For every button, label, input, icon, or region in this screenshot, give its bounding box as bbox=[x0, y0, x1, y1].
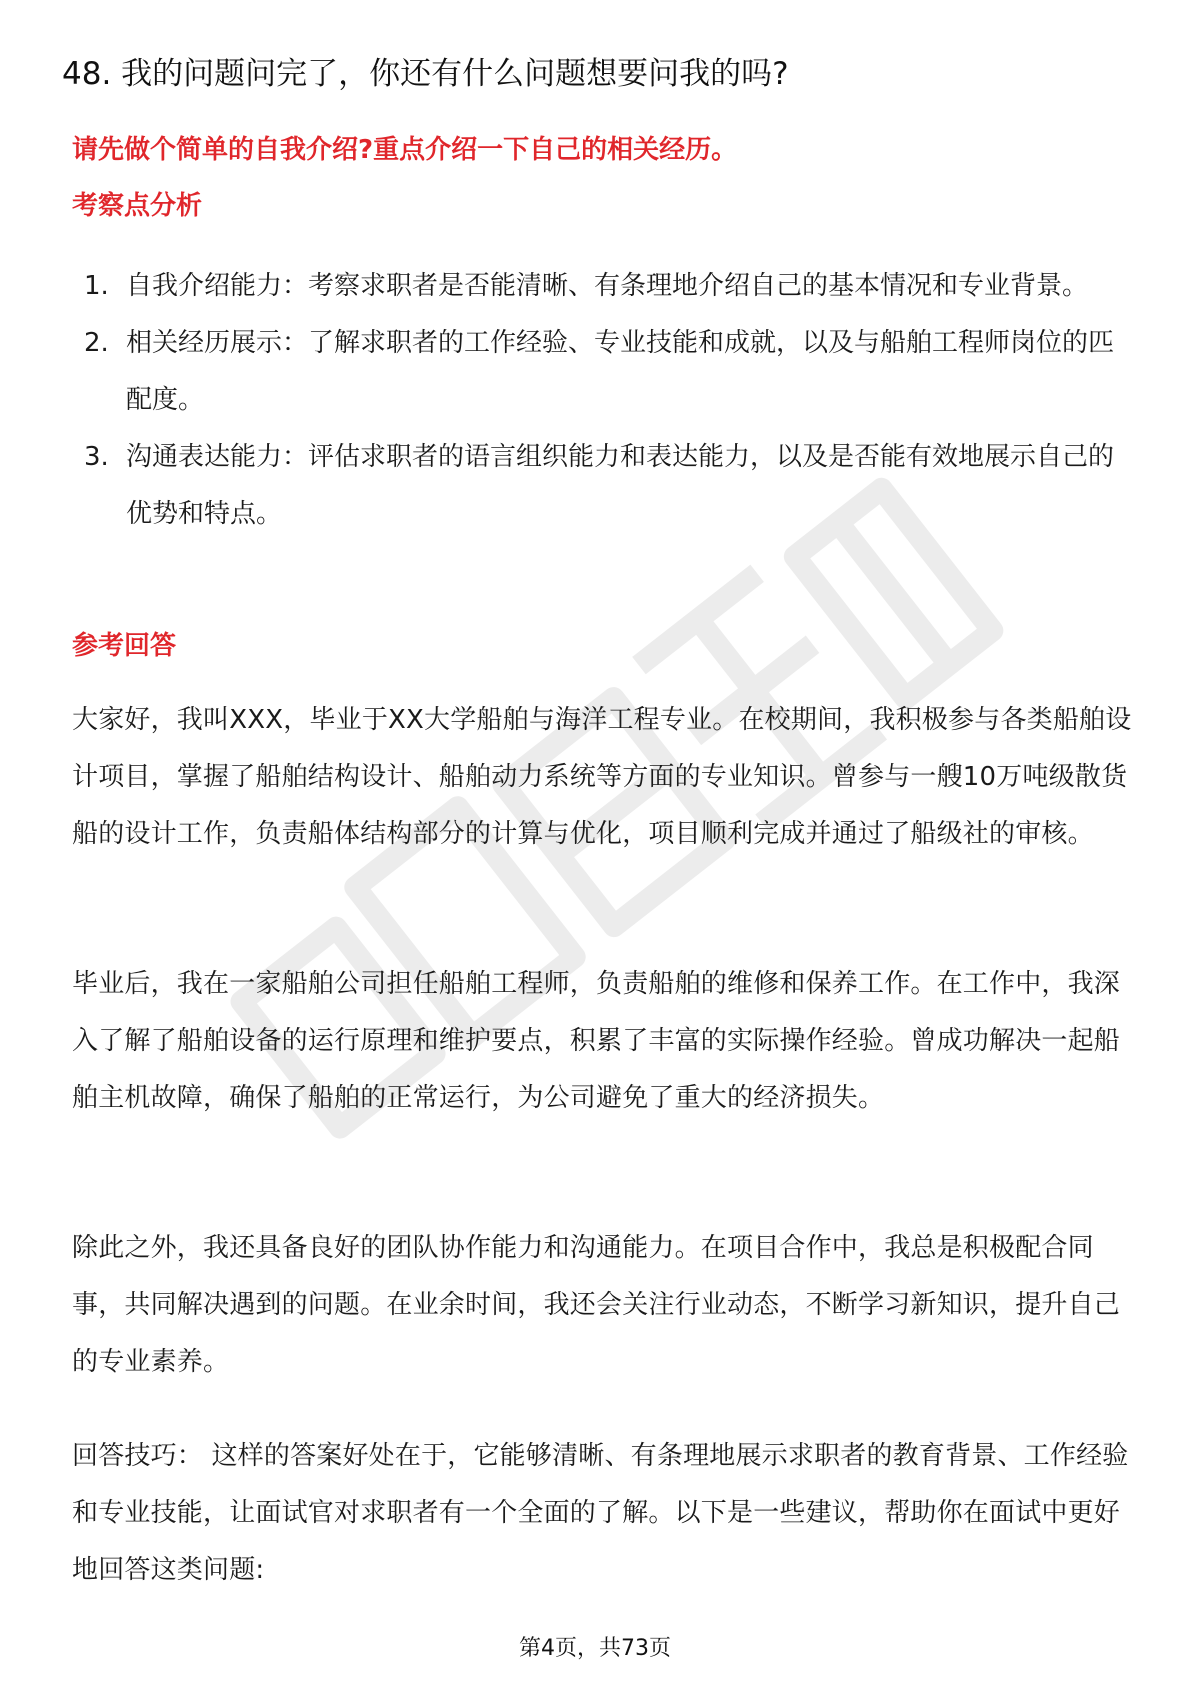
analysis-heading: 考察点分析 bbox=[72, 191, 203, 221]
point-text: 沟通表达能力：评估求职者的语言组织能力和表达能力，以及是否能有效地展示自己的优势和特点。 bbox=[126, 442, 1115, 529]
answer-heading: 参考回答 bbox=[72, 631, 177, 661]
answer-tips-paragraph: 回答技巧： 这样的答案好处在于，它能够清晰、有条理地展示求职者的教育背景、工作经验和专业技能，让面试官对求职者有一个全面的了解。以下是一些建议，帮助你在面试中更好地回答这类问题: bbox=[72, 1441, 1129, 1585]
analysis-points-list bbox=[84, 258, 1134, 543]
question-title: 48. 我的问题问完了，你还有什么问题想要问我的吗? bbox=[62, 56, 789, 92]
answer-paragraph: 大家好，我叫XXX，毕业于XX大学船舶与海洋工程专业。在校期间，我积极参与各类船舶设计项目，掌握了船舶结构设计、船舶动力系统等方面的专业知识。曾参与一艘10万吨级散货船的设计工作，负责船体结构部分的计算与优化，项目顺利完成并通过了船级社的审核。 bbox=[72, 705, 1132, 849]
analysis-point bbox=[84, 429, 1134, 543]
answer-paragraph: 毕业后，我在一家船舶公司担任船舶工程师，负责船舶的维修和保养工作。在工作中，我深入了解了船舶设备的运行原理和维护要点，积累了丰富的实际操作经验。曾成功解决一起船舶主机故障，确保了船舶的正常运行，为公司避免了重大的经济损失。 bbox=[72, 969, 1121, 1113]
point-number: 3. bbox=[84, 442, 109, 472]
page-number-footer: 第4页，共73页 bbox=[519, 1636, 671, 1661]
prompt-heading: 请先做个简单的自我介绍?重点介绍一下自己的相关经历。 bbox=[72, 135, 738, 165]
analysis-point bbox=[84, 258, 1134, 315]
point-text: 自我介绍能力：考察求职者是否能清晰、有条理地介绍自己的基本情况和专业背景。 bbox=[126, 271, 1089, 301]
point-number: 2. bbox=[84, 328, 109, 358]
answer-paragraph: 除此之外，我还具备良好的团队协作能力和沟通能力。在项目合作中，我总是积极配合同事，共同解决遇到的问题。在业余时间，我还会关注行业动态，不断学习新知识，提升自己的专业素养。 bbox=[72, 1233, 1121, 1377]
analysis-point bbox=[84, 315, 1134, 429]
point-number: 1. bbox=[84, 271, 109, 301]
point-text: 相关经历展示：了解求职者的工作经验、专业技能和成就，以及与船舶工程师岗位的匹配度。 bbox=[126, 328, 1115, 415]
